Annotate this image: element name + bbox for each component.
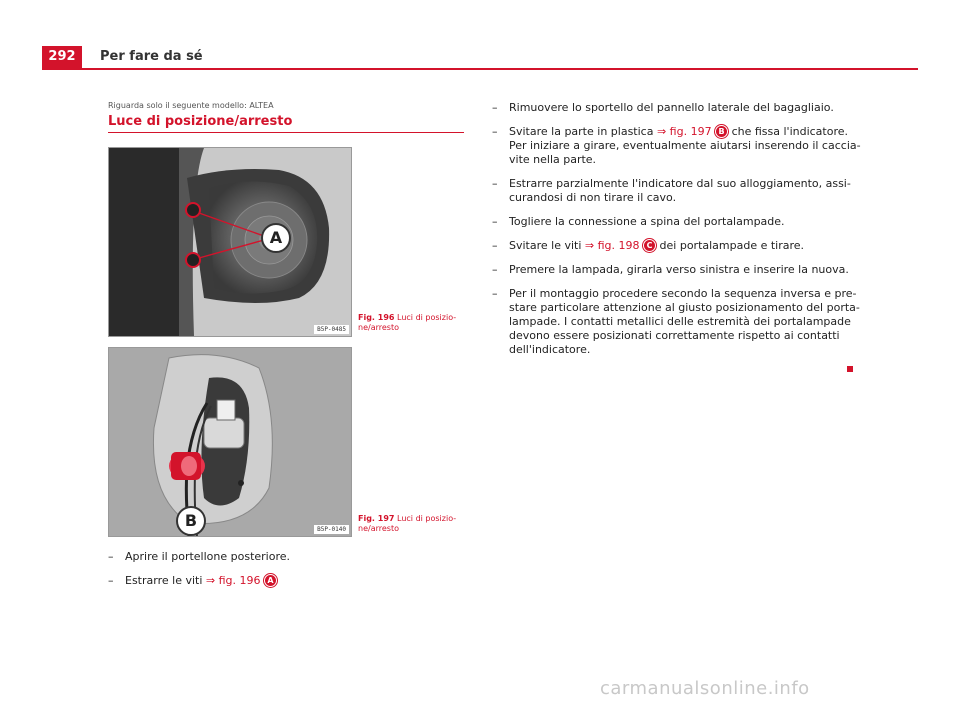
figure-197-code: B5P-0140: [314, 525, 349, 534]
figure-196-image: [108, 147, 352, 337]
step-dash: –: [108, 550, 114, 563]
figure-197-caption: [358, 514, 468, 534]
figure-197-image: [108, 347, 352, 537]
figure-196-caption-line1: Luci di posizio-: [397, 313, 457, 322]
callout-a-badge: [261, 223, 291, 253]
step-text: Aprire il portellone posteriore.: [125, 550, 291, 563]
step-dash: –: [492, 215, 498, 228]
figure-198-link[interactable]: ⇒ fig. 198: [584, 239, 640, 252]
step-text-after: dei portalampade e tirare.: [656, 239, 805, 252]
step-text-after: che fissa l'indicatore. Per iniziare a girare, eventualmente aiutarsi inserendo il caccia-vite nella parte.: [509, 125, 861, 166]
watermark: carmanualsonline.info: [600, 678, 810, 699]
page-number: 292: [42, 46, 82, 68]
list-item: [492, 125, 862, 167]
figure-197-caption-line1: Luci di posizio-: [397, 514, 457, 523]
section-title: Luce di posizione/arresto: [108, 114, 464, 133]
callout-c-ref-badge: C: [643, 239, 656, 252]
figure-197-link[interactable]: ⇒ fig. 197: [656, 125, 712, 138]
step-dash: –: [492, 239, 498, 252]
callout-b-badge: [176, 506, 206, 536]
figure-197-label: Fig. 197: [358, 514, 395, 523]
figure-196-caption-line2: ne/arresto: [358, 323, 399, 332]
step-dash: –: [492, 177, 498, 190]
callout-b-label: B: [184, 511, 198, 530]
list-item: [492, 287, 862, 357]
step-dash: –: [108, 574, 114, 587]
figure-196-caption: [358, 313, 468, 333]
step-text: Svitare la parte in plastica: [509, 125, 657, 138]
right-step-list: [492, 101, 862, 367]
step-text: Estrarre le viti: [125, 574, 206, 587]
step-text: Estrarre parzialmente l'indicatore dal suo alloggiamento, assi-curandosi di non tirare il cavo.: [509, 177, 851, 204]
chapter-title: Per fare da sé: [100, 49, 203, 64]
list-item: [492, 263, 862, 277]
list-item: [108, 574, 468, 588]
callout-a-ref-badge: A: [264, 574, 277, 587]
step-text: Rimuovere lo sportello del pannello laterale del bagagliaio.: [509, 101, 834, 114]
step-dash: –: [492, 287, 498, 300]
step-text: Svitare le viti: [509, 239, 585, 252]
list-item: [492, 101, 862, 115]
model-note: Riguarda solo il seguente modello: ALTEA: [108, 101, 274, 110]
list-item: [108, 550, 468, 564]
callout-a-label: A: [269, 228, 283, 247]
page-header: [42, 46, 918, 70]
figure-196-label: Fig. 196: [358, 313, 395, 322]
list-item: [492, 215, 862, 229]
figure-196-link[interactable]: ⇒ fig. 196: [205, 574, 261, 587]
step-dash: –: [492, 101, 498, 114]
left-step-list: [108, 550, 468, 598]
step-text: Per il montaggio procedere secondo la sequenza inversa e pre-stare particolare attenzione al giusto posizionamento del porta-lampade. I contatti metallici delle estremità dei portalampade devono essere posizionati correttamente rispetto ai contatti dell'indicatore.: [509, 287, 860, 356]
step-dash: –: [492, 263, 498, 276]
list-item: [492, 239, 862, 253]
list-item: [492, 177, 862, 205]
callout-b-ref-badge: B: [715, 125, 728, 138]
figure-197-caption-line2: ne/arresto: [358, 524, 399, 533]
figure-196-code: B5P-0485: [314, 325, 349, 334]
step-text: Premere la lampada, girarla verso sinistra e inserire la nuova.: [509, 263, 849, 276]
step-text: Togliere la connessione a spina del portalampade.: [509, 215, 785, 228]
step-dash: –: [492, 125, 498, 138]
section-end-mark: [847, 366, 853, 372]
